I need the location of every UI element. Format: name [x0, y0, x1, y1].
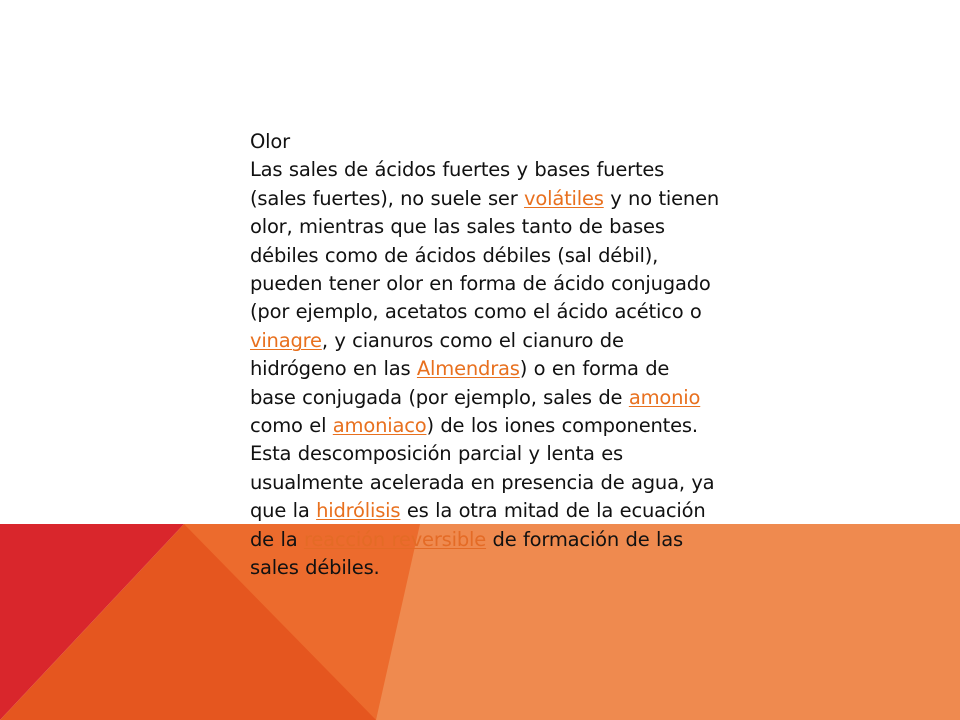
link-reaccion-reversible[interactable]: reacción reversible: [303, 527, 487, 551]
slide-paragraph: [250, 156, 720, 582]
paragraph-text: , y cianuros como el cianuro de hidrógeno en las: [250, 328, 624, 381]
link-almendras[interactable]: Almendras: [416, 357, 520, 381]
paragraph-text: de formación de las sales débiles.: [250, 527, 683, 580]
paragraph-text: Las sales de ácidos fuertes y bases fuertes (sales fuertes), no suele ser: [250, 158, 665, 210]
link-volatiles[interactable]: volátiles: [524, 186, 604, 210]
link-hidrolisis[interactable]: hidrólisis: [316, 499, 401, 523]
paragraph-text: es la otra mitad de la ecuación de la: [250, 499, 706, 551]
paragraph-text: y no tienen olor, mientras que las sales tanto de bases débiles como de ácidos débiles (sal débil), pueden tener olor en forma de ácido conjugado (por ejemplo, acetatos como el ácido acético o: [250, 186, 720, 324]
slide-text-block: [250, 128, 720, 583]
paragraph-text: como el: [250, 414, 333, 438]
paragraph-text: ) de los iones componentes. Esta descomposición parcial y lenta es usualmente acelerada en presencia de agua, ya que la: [250, 414, 715, 523]
link-amoniaco[interactable]: amoniaco: [332, 414, 427, 438]
link-amonio[interactable]: amonio: [628, 385, 701, 409]
paragraph-text: ) o en forma de base conjugada (por ejemplo, sales de: [250, 357, 670, 409]
slide-title: Olor: [250, 130, 290, 153]
link-vinagre[interactable]: vinagre: [250, 328, 322, 352]
